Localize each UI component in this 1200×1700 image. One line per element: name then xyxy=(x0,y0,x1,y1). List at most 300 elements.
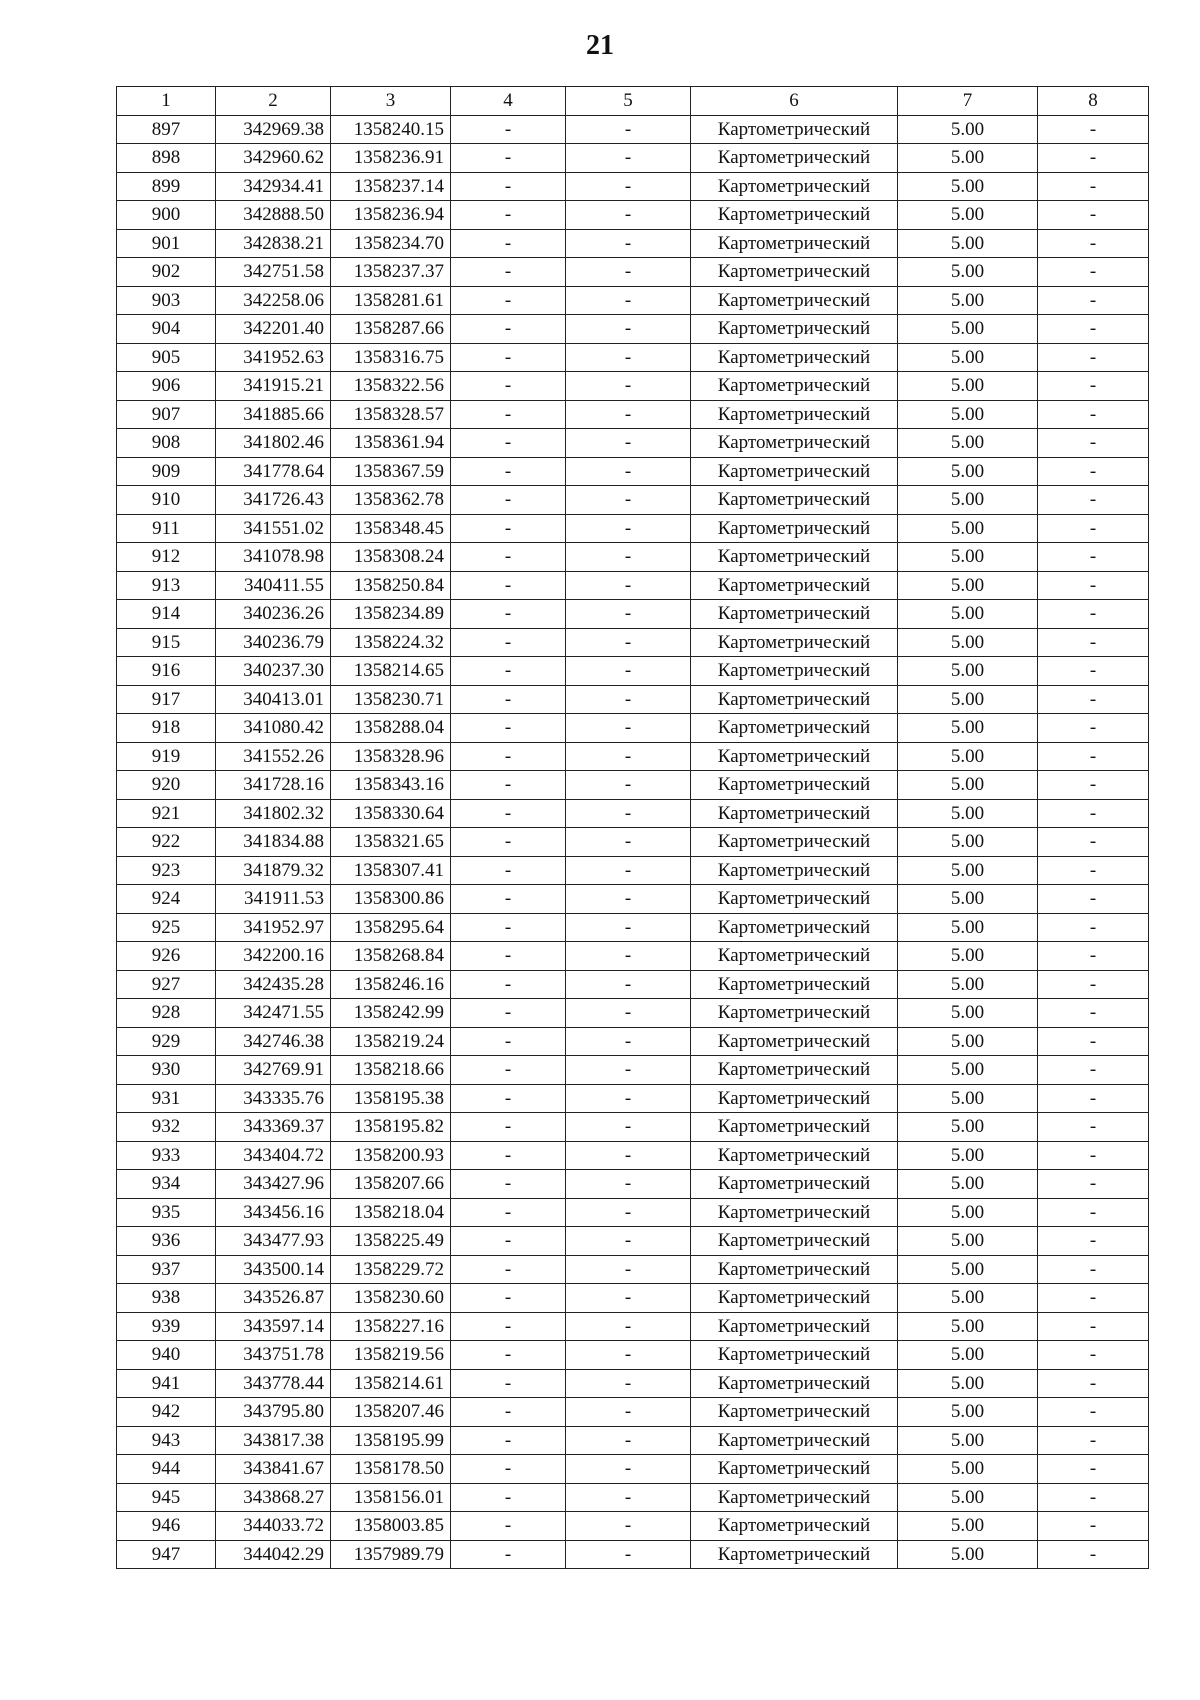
method-cell: Картометрический xyxy=(691,229,898,258)
y-coordinate-cell: 1358242.99 xyxy=(331,999,451,1028)
accuracy-cell: 5.00 xyxy=(898,1084,1038,1113)
col-4-value-cell: - xyxy=(451,1056,566,1085)
col-8-value-cell: - xyxy=(1038,1483,1149,1512)
point-number-cell: 946 xyxy=(117,1512,216,1541)
method-cell: Картометрический xyxy=(691,1198,898,1227)
x-coordinate-cell: 341552.26 xyxy=(216,742,331,771)
method-cell: Картометрический xyxy=(691,856,898,885)
col-5-value-cell: - xyxy=(566,1312,691,1341)
table-row xyxy=(117,1227,1149,1256)
col-8-value-cell: - xyxy=(1038,600,1149,629)
accuracy-cell: 5.00 xyxy=(898,1540,1038,1569)
accuracy-cell: 5.00 xyxy=(898,514,1038,543)
col-4-value-cell: - xyxy=(451,514,566,543)
table-row xyxy=(117,172,1149,201)
col-4-value-cell: - xyxy=(451,1170,566,1199)
col-4-value-cell: - xyxy=(451,657,566,686)
point-number-cell: 934 xyxy=(117,1170,216,1199)
table-row xyxy=(117,372,1149,401)
table-row xyxy=(117,1312,1149,1341)
col-4-value-cell: - xyxy=(451,685,566,714)
accuracy-cell: 5.00 xyxy=(898,543,1038,572)
point-number-cell: 911 xyxy=(117,514,216,543)
table-row xyxy=(117,1255,1149,1284)
method-cell: Картометрический xyxy=(691,1483,898,1512)
col-5-value-cell: - xyxy=(566,1255,691,1284)
col-8-value-cell: - xyxy=(1038,1027,1149,1056)
table-row xyxy=(117,1084,1149,1113)
table-row xyxy=(117,1198,1149,1227)
col-4-value-cell: - xyxy=(451,429,566,458)
y-coordinate-cell: 1358224.32 xyxy=(331,628,451,657)
x-coordinate-cell: 342435.28 xyxy=(216,970,331,999)
col-4-value-cell: - xyxy=(451,1369,566,1398)
col-5-value-cell: - xyxy=(566,315,691,344)
column-header-3: 3 xyxy=(331,87,451,116)
method-cell: Картометрический xyxy=(691,1426,898,1455)
col-8-value-cell: - xyxy=(1038,457,1149,486)
point-number-cell: 939 xyxy=(117,1312,216,1341)
col-4-value-cell: - xyxy=(451,1084,566,1113)
method-cell: Картометрический xyxy=(691,514,898,543)
y-coordinate-cell: 1358214.65 xyxy=(331,657,451,686)
table-row xyxy=(117,657,1149,686)
method-cell: Картометрический xyxy=(691,1312,898,1341)
col-4-value-cell: - xyxy=(451,172,566,201)
col-5-value-cell: - xyxy=(566,486,691,515)
col-8-value-cell: - xyxy=(1038,144,1149,173)
method-cell: Картометрический xyxy=(691,1170,898,1199)
x-coordinate-cell: 341078.98 xyxy=(216,543,331,572)
accuracy-cell: 5.00 xyxy=(898,799,1038,828)
accuracy-cell: 5.00 xyxy=(898,856,1038,885)
table-row xyxy=(117,1056,1149,1085)
accuracy-cell: 5.00 xyxy=(898,685,1038,714)
table-row xyxy=(117,144,1149,173)
col-4-value-cell: - xyxy=(451,1312,566,1341)
accuracy-cell: 5.00 xyxy=(898,1170,1038,1199)
header-row xyxy=(117,87,1149,116)
col-8-value-cell: - xyxy=(1038,714,1149,743)
x-coordinate-cell: 344042.29 xyxy=(216,1540,331,1569)
col-5-value-cell: - xyxy=(566,343,691,372)
table-row xyxy=(117,201,1149,230)
table-row xyxy=(117,571,1149,600)
col-4-value-cell: - xyxy=(451,1255,566,1284)
x-coordinate-cell: 341802.32 xyxy=(216,799,331,828)
col-5-value-cell: - xyxy=(566,115,691,144)
col-4-value-cell: - xyxy=(451,714,566,743)
method-cell: Картометрический xyxy=(691,258,898,287)
method-cell: Картометрический xyxy=(691,343,898,372)
point-number-cell: 944 xyxy=(117,1455,216,1484)
col-4-value-cell: - xyxy=(451,1512,566,1541)
col-5-value-cell: - xyxy=(566,372,691,401)
column-header-4: 4 xyxy=(451,87,566,116)
x-coordinate-cell: 343335.76 xyxy=(216,1084,331,1113)
table-row xyxy=(117,258,1149,287)
point-number-cell: 922 xyxy=(117,828,216,857)
x-coordinate-cell: 343477.93 xyxy=(216,1227,331,1256)
col-4-value-cell: - xyxy=(451,144,566,173)
accuracy-cell: 5.00 xyxy=(898,1312,1038,1341)
x-coordinate-cell: 342769.91 xyxy=(216,1056,331,1085)
table-row xyxy=(117,343,1149,372)
col-4-value-cell: - xyxy=(451,999,566,1028)
col-4-value-cell: - xyxy=(451,771,566,800)
table-row xyxy=(117,828,1149,857)
method-cell: Картометрический xyxy=(691,1341,898,1370)
table-row xyxy=(117,685,1149,714)
col-5-value-cell: - xyxy=(566,1141,691,1170)
col-8-value-cell: - xyxy=(1038,201,1149,230)
col-4-value-cell: - xyxy=(451,628,566,657)
table-row xyxy=(117,1027,1149,1056)
col-4-value-cell: - xyxy=(451,1483,566,1512)
point-number-cell: 913 xyxy=(117,571,216,600)
column-header-7: 7 xyxy=(898,87,1038,116)
y-coordinate-cell: 1358219.24 xyxy=(331,1027,451,1056)
table-row xyxy=(117,1141,1149,1170)
x-coordinate-cell: 341879.32 xyxy=(216,856,331,885)
table-row xyxy=(117,400,1149,429)
accuracy-cell: 5.00 xyxy=(898,1398,1038,1427)
col-5-value-cell: - xyxy=(566,970,691,999)
x-coordinate-cell: 342934.41 xyxy=(216,172,331,201)
col-4-value-cell: - xyxy=(451,1113,566,1142)
x-coordinate-cell: 343751.78 xyxy=(216,1341,331,1370)
column-header-6: 6 xyxy=(691,87,898,116)
accuracy-cell: 5.00 xyxy=(898,970,1038,999)
point-number-cell: 941 xyxy=(117,1369,216,1398)
x-coordinate-cell: 343841.67 xyxy=(216,1455,331,1484)
method-cell: Картометрический xyxy=(691,543,898,572)
table-row xyxy=(117,999,1149,1028)
method-cell: Картометрический xyxy=(691,1141,898,1170)
y-coordinate-cell: 1358156.01 xyxy=(331,1483,451,1512)
point-number-cell: 933 xyxy=(117,1141,216,1170)
method-cell: Картометрический xyxy=(691,115,898,144)
col-4-value-cell: - xyxy=(451,258,566,287)
col-4-value-cell: - xyxy=(451,372,566,401)
table-row xyxy=(117,1369,1149,1398)
accuracy-cell: 5.00 xyxy=(898,201,1038,230)
accuracy-cell: 5.00 xyxy=(898,714,1038,743)
x-coordinate-cell: 341802.46 xyxy=(216,429,331,458)
accuracy-cell: 5.00 xyxy=(898,172,1038,201)
accuracy-cell: 5.00 xyxy=(898,286,1038,315)
point-number-cell: 916 xyxy=(117,657,216,686)
col-5-value-cell: - xyxy=(566,657,691,686)
method-cell: Картометрический xyxy=(691,913,898,942)
x-coordinate-cell: 344033.72 xyxy=(216,1512,331,1541)
table-row xyxy=(117,486,1149,515)
col-8-value-cell: - xyxy=(1038,286,1149,315)
accuracy-cell: 5.00 xyxy=(898,1369,1038,1398)
point-number-cell: 931 xyxy=(117,1084,216,1113)
col-4-value-cell: - xyxy=(451,543,566,572)
y-coordinate-cell: 1358250.84 xyxy=(331,571,451,600)
accuracy-cell: 5.00 xyxy=(898,1426,1038,1455)
y-coordinate-cell: 1358240.15 xyxy=(331,115,451,144)
y-coordinate-cell: 1358343.16 xyxy=(331,771,451,800)
y-coordinate-cell: 1358300.86 xyxy=(331,885,451,914)
point-number-cell: 942 xyxy=(117,1398,216,1427)
column-header-8: 8 xyxy=(1038,87,1149,116)
col-5-value-cell: - xyxy=(566,571,691,600)
method-cell: Картометрический xyxy=(691,201,898,230)
col-5-value-cell: - xyxy=(566,1084,691,1113)
accuracy-cell: 5.00 xyxy=(898,628,1038,657)
table-row xyxy=(117,1512,1149,1541)
col-8-value-cell: - xyxy=(1038,1255,1149,1284)
y-coordinate-cell: 1358230.71 xyxy=(331,685,451,714)
method-cell: Картометрический xyxy=(691,571,898,600)
accuracy-cell: 5.00 xyxy=(898,657,1038,686)
col-4-value-cell: - xyxy=(451,229,566,258)
point-number-cell: 921 xyxy=(117,799,216,828)
method-cell: Картометрический xyxy=(691,286,898,315)
point-number-cell: 908 xyxy=(117,429,216,458)
col-5-value-cell: - xyxy=(566,999,691,1028)
y-coordinate-cell: 1358207.66 xyxy=(331,1170,451,1199)
accuracy-cell: 5.00 xyxy=(898,1027,1038,1056)
col-4-value-cell: - xyxy=(451,828,566,857)
point-number-cell: 930 xyxy=(117,1056,216,1085)
x-coordinate-cell: 341911.53 xyxy=(216,885,331,914)
col-8-value-cell: - xyxy=(1038,1341,1149,1370)
col-8-value-cell: - xyxy=(1038,885,1149,914)
point-number-cell: 938 xyxy=(117,1284,216,1313)
col-5-value-cell: - xyxy=(566,1198,691,1227)
accuracy-cell: 5.00 xyxy=(898,315,1038,344)
col-8-value-cell: - xyxy=(1038,999,1149,1028)
point-number-cell: 905 xyxy=(117,343,216,372)
x-coordinate-cell: 340237.30 xyxy=(216,657,331,686)
y-coordinate-cell: 1358330.64 xyxy=(331,799,451,828)
col-8-value-cell: - xyxy=(1038,657,1149,686)
table-row xyxy=(117,1341,1149,1370)
col-5-value-cell: - xyxy=(566,1455,691,1484)
y-coordinate-cell: 1358214.61 xyxy=(331,1369,451,1398)
col-8-value-cell: - xyxy=(1038,628,1149,657)
y-coordinate-cell: 1358322.56 xyxy=(331,372,451,401)
table-row xyxy=(117,514,1149,543)
table-row xyxy=(117,771,1149,800)
point-number-cell: 919 xyxy=(117,742,216,771)
y-coordinate-cell: 1358003.85 xyxy=(331,1512,451,1541)
x-coordinate-cell: 340411.55 xyxy=(216,571,331,600)
y-coordinate-cell: 1358367.59 xyxy=(331,457,451,486)
x-coordinate-cell: 343427.96 xyxy=(216,1170,331,1199)
coordinates-table xyxy=(116,86,1149,1569)
table-row xyxy=(117,1540,1149,1569)
accuracy-cell: 5.00 xyxy=(898,742,1038,771)
col-5-value-cell: - xyxy=(566,201,691,230)
accuracy-cell: 5.00 xyxy=(898,1512,1038,1541)
accuracy-cell: 5.00 xyxy=(898,1113,1038,1142)
point-number-cell: 928 xyxy=(117,999,216,1028)
method-cell: Картометрический xyxy=(691,1284,898,1313)
col-5-value-cell: - xyxy=(566,457,691,486)
col-8-value-cell: - xyxy=(1038,172,1149,201)
col-8-value-cell: - xyxy=(1038,1512,1149,1541)
col-8-value-cell: - xyxy=(1038,1312,1149,1341)
accuracy-cell: 5.00 xyxy=(898,144,1038,173)
method-cell: Картометрический xyxy=(691,1027,898,1056)
x-coordinate-cell: 342201.40 xyxy=(216,315,331,344)
col-5-value-cell: - xyxy=(566,1369,691,1398)
table-row xyxy=(117,1455,1149,1484)
y-coordinate-cell: 1358218.04 xyxy=(331,1198,451,1227)
x-coordinate-cell: 343369.37 xyxy=(216,1113,331,1142)
x-coordinate-cell: 341915.21 xyxy=(216,372,331,401)
table-row xyxy=(117,913,1149,942)
point-number-cell: 932 xyxy=(117,1113,216,1142)
x-coordinate-cell: 341952.63 xyxy=(216,343,331,372)
point-number-cell: 898 xyxy=(117,144,216,173)
col-5-value-cell: - xyxy=(566,514,691,543)
x-coordinate-cell: 342969.38 xyxy=(216,115,331,144)
accuracy-cell: 5.00 xyxy=(898,1255,1038,1284)
method-cell: Картометрический xyxy=(691,1056,898,1085)
table-row xyxy=(117,457,1149,486)
accuracy-cell: 5.00 xyxy=(898,942,1038,971)
col-8-value-cell: - xyxy=(1038,1141,1149,1170)
col-8-value-cell: - xyxy=(1038,372,1149,401)
x-coordinate-cell: 340236.79 xyxy=(216,628,331,657)
point-number-cell: 929 xyxy=(117,1027,216,1056)
col-4-value-cell: - xyxy=(451,1341,566,1370)
y-coordinate-cell: 1358195.38 xyxy=(331,1084,451,1113)
col-5-value-cell: - xyxy=(566,1113,691,1142)
page-number: 21 xyxy=(586,30,614,61)
point-number-cell: 897 xyxy=(117,115,216,144)
y-coordinate-cell: 1358316.75 xyxy=(331,343,451,372)
table-row xyxy=(117,600,1149,629)
col-4-value-cell: - xyxy=(451,1141,566,1170)
method-cell: Картометрический xyxy=(691,714,898,743)
table-row xyxy=(117,229,1149,258)
col-8-value-cell: - xyxy=(1038,913,1149,942)
table-row xyxy=(117,742,1149,771)
table-row xyxy=(117,856,1149,885)
y-coordinate-cell: 1358246.16 xyxy=(331,970,451,999)
y-coordinate-cell: 1358328.96 xyxy=(331,742,451,771)
accuracy-cell: 5.00 xyxy=(898,1056,1038,1085)
col-8-value-cell: - xyxy=(1038,942,1149,971)
point-number-cell: 912 xyxy=(117,543,216,572)
y-coordinate-cell: 1358287.66 xyxy=(331,315,451,344)
accuracy-cell: 5.00 xyxy=(898,343,1038,372)
col-8-value-cell: - xyxy=(1038,343,1149,372)
x-coordinate-cell: 343778.44 xyxy=(216,1369,331,1398)
accuracy-cell: 5.00 xyxy=(898,115,1038,144)
y-coordinate-cell: 1358200.93 xyxy=(331,1141,451,1170)
method-cell: Картометрический xyxy=(691,685,898,714)
col-5-value-cell: - xyxy=(566,685,691,714)
col-8-value-cell: - xyxy=(1038,1284,1149,1313)
col-5-value-cell: - xyxy=(566,771,691,800)
table-header xyxy=(117,87,1149,116)
col-5-value-cell: - xyxy=(566,1170,691,1199)
x-coordinate-cell: 341885.66 xyxy=(216,400,331,429)
y-coordinate-cell: 1358195.99 xyxy=(331,1426,451,1455)
table-row xyxy=(117,115,1149,144)
x-coordinate-cell: 341080.42 xyxy=(216,714,331,743)
col-5-value-cell: - xyxy=(566,144,691,173)
point-number-cell: 917 xyxy=(117,685,216,714)
y-coordinate-cell: 1358234.89 xyxy=(331,600,451,629)
col-5-value-cell: - xyxy=(566,714,691,743)
col-4-value-cell: - xyxy=(451,1455,566,1484)
point-number-cell: 909 xyxy=(117,457,216,486)
col-8-value-cell: - xyxy=(1038,229,1149,258)
x-coordinate-cell: 343404.72 xyxy=(216,1141,331,1170)
accuracy-cell: 5.00 xyxy=(898,372,1038,401)
col-5-value-cell: - xyxy=(566,172,691,201)
method-cell: Картометрический xyxy=(691,1540,898,1569)
col-5-value-cell: - xyxy=(566,1426,691,1455)
point-number-cell: 936 xyxy=(117,1227,216,1256)
point-number-cell: 924 xyxy=(117,885,216,914)
point-number-cell: 914 xyxy=(117,600,216,629)
col-8-value-cell: - xyxy=(1038,1170,1149,1199)
method-cell: Картометрический xyxy=(691,457,898,486)
col-5-value-cell: - xyxy=(566,229,691,258)
accuracy-cell: 5.00 xyxy=(898,828,1038,857)
table-row xyxy=(117,286,1149,315)
y-coordinate-cell: 1358229.72 xyxy=(331,1255,451,1284)
col-5-value-cell: - xyxy=(566,1398,691,1427)
col-5-value-cell: - xyxy=(566,742,691,771)
point-number-cell: 927 xyxy=(117,970,216,999)
method-cell: Картометрический xyxy=(691,372,898,401)
point-number-cell: 906 xyxy=(117,372,216,401)
accuracy-cell: 5.00 xyxy=(898,1341,1038,1370)
x-coordinate-cell: 340236.26 xyxy=(216,600,331,629)
accuracy-cell: 5.00 xyxy=(898,1198,1038,1227)
accuracy-cell: 5.00 xyxy=(898,1284,1038,1313)
point-number-cell: 901 xyxy=(117,229,216,258)
col-8-value-cell: - xyxy=(1038,742,1149,771)
table-row xyxy=(117,1426,1149,1455)
x-coordinate-cell: 340413.01 xyxy=(216,685,331,714)
y-coordinate-cell: 1358227.16 xyxy=(331,1312,451,1341)
col-5-value-cell: - xyxy=(566,400,691,429)
method-cell: Картометрический xyxy=(691,315,898,344)
method-cell: Картометрический xyxy=(691,400,898,429)
col-4-value-cell: - xyxy=(451,942,566,971)
method-cell: Картометрический xyxy=(691,172,898,201)
accuracy-cell: 5.00 xyxy=(898,913,1038,942)
point-number-cell: 947 xyxy=(117,1540,216,1569)
x-coordinate-cell: 343456.16 xyxy=(216,1198,331,1227)
col-8-value-cell: - xyxy=(1038,828,1149,857)
method-cell: Картометрический xyxy=(691,657,898,686)
x-coordinate-cell: 342888.50 xyxy=(216,201,331,230)
accuracy-cell: 5.00 xyxy=(898,1483,1038,1512)
y-coordinate-cell: 1357989.79 xyxy=(331,1540,451,1569)
col-4-value-cell: - xyxy=(451,315,566,344)
col-4-value-cell: - xyxy=(451,343,566,372)
col-8-value-cell: - xyxy=(1038,1455,1149,1484)
col-8-value-cell: - xyxy=(1038,429,1149,458)
accuracy-cell: 5.00 xyxy=(898,1141,1038,1170)
col-5-value-cell: - xyxy=(566,799,691,828)
method-cell: Картометрический xyxy=(691,828,898,857)
x-coordinate-cell: 341728.16 xyxy=(216,771,331,800)
